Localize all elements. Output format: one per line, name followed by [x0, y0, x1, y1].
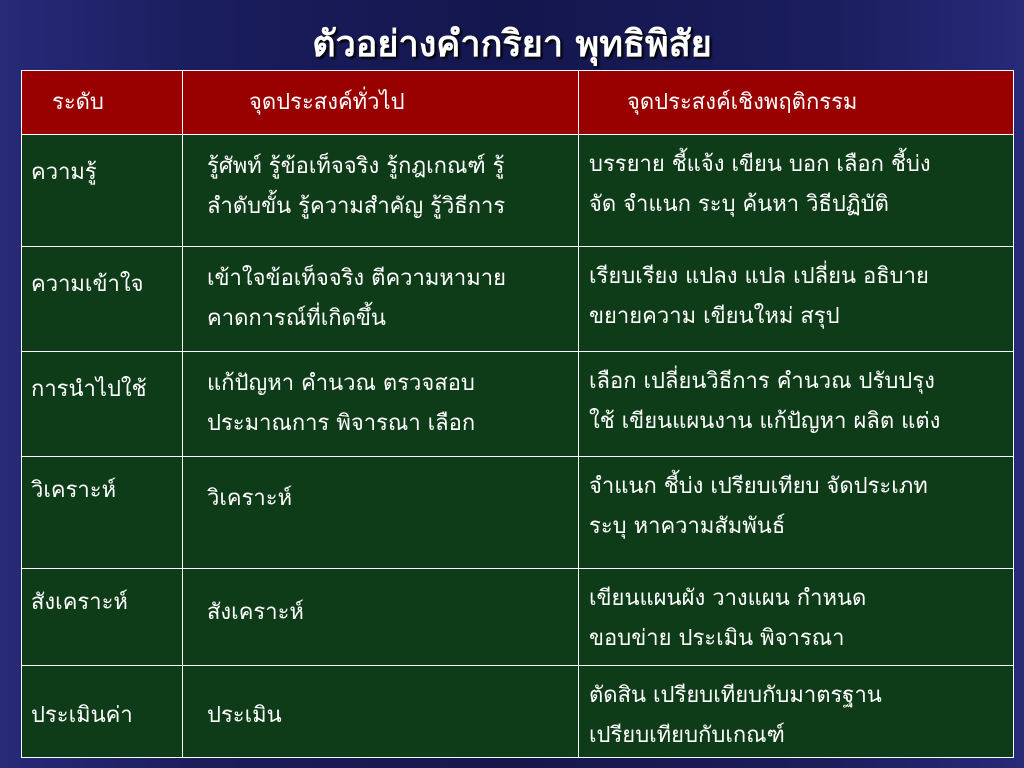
behavior-text-line: เขียนแผนผัง วางแผน กำหนด [589, 586, 867, 611]
behavior-text-line: เปรียบเทียบกับเกณฑ์ [589, 723, 785, 748]
level-label: ความรู้ [31, 160, 97, 185]
general-text-line: วิเคราะห์ [207, 486, 293, 511]
behavior-text-line: จัด จำแนก ระบุ ค้นหา วิธีปฏิบัติ [589, 192, 889, 217]
behavior-cell [579, 666, 1014, 758]
behavior-text-line: เลือก เปลี่ยนวิธีการ คำนวณ ปรับปรุง [589, 369, 935, 394]
slide-title: ตัวอย่างคำกริยา พุทธิพิสัย [312, 23, 712, 65]
level-label: การนำไปใช้ [31, 377, 147, 402]
general-text-line: สังเคราะห์ [207, 600, 304, 625]
general-text-line: แก้ปัญหา คำนวณ ตรวจสอบ [207, 371, 475, 396]
level-label: ความเข้าใจ [31, 272, 144, 297]
general-text-line: เข้าใจข้อเท็จจริง ตีความหามาย [207, 266, 506, 291]
behavior-cell [579, 457, 1014, 569]
behavior-text-line: ขอบข่าย ประเมิน พิจารณา [589, 626, 845, 651]
general-text-line: ประเมิน [207, 703, 282, 728]
objectives-table [21, 70, 1014, 758]
general-text-line: รู้ศัพท์ รู้ข้อเท็จจริง รู้กฎเกณฑ์ รู้ [207, 154, 505, 179]
level-label: ประเมินค่า [31, 703, 133, 728]
header-general-objective: จุดประสงค์ทั่วไป [249, 89, 405, 115]
level-cell [22, 569, 183, 666]
header-level-cell [22, 71, 183, 135]
level-cell [22, 352, 183, 457]
general-cell [183, 135, 579, 247]
table-row [22, 135, 1014, 247]
header-level: ระดับ [52, 89, 104, 115]
header-behavioral-objective: จุดประสงค์เชิงพฤติกรรม [627, 89, 858, 115]
header-behavior-cell [579, 71, 1014, 135]
behavior-text-line: เรียบเรียง แปลง แปล เปลี่ยน อธิบาย [589, 264, 929, 289]
level-cell [22, 666, 183, 758]
general-text-line: ประมาณการ พิจารณา เลือก [207, 411, 476, 436]
behavior-text-line: ตัดสิน เปรียบเทียบกับมาตรฐาน [589, 683, 882, 708]
behavior-text-line: ใช้ เขียนแผนงาน แก้ปัญหา ผลิต แต่ง [589, 409, 941, 434]
behavior-text-line: จำแนก ชี้บ่ง เปรียบเทียบ จัดประเภท [589, 474, 928, 499]
header-general-cell [183, 71, 579, 135]
table-row [22, 457, 1014, 569]
table-row [22, 569, 1014, 666]
general-text-line: คาดการณ์ที่เกิดขึ้น [207, 306, 386, 331]
level-label: สังเคราะห์ [31, 590, 128, 615]
general-cell [183, 457, 579, 569]
general-cell [183, 247, 579, 352]
table-row [22, 352, 1014, 457]
table-row [22, 666, 1014, 758]
general-cell [183, 352, 579, 457]
level-cell [22, 457, 183, 569]
behavior-text-line: บรรยาย ชี้แจ้ง เขียน บอก เลือก ชี้บ่ง [589, 152, 931, 177]
behavior-text-line: ขยายความ เขียนใหม่ สรุป [589, 304, 840, 329]
level-cell [22, 135, 183, 247]
behavior-text-line: ระบุ หาความสัมพันธ์ [589, 514, 786, 539]
general-cell [183, 666, 579, 758]
table-header-row [22, 71, 1014, 135]
level-label: วิเคราะห์ [31, 478, 117, 503]
behavior-cell [579, 569, 1014, 666]
behavior-cell [579, 247, 1014, 352]
general-cell [183, 569, 579, 666]
table-row [22, 247, 1014, 352]
general-text-line: ลำดับขั้น รู้ความสำคัญ รู้วิธีการ [207, 194, 506, 219]
behavior-cell [579, 352, 1014, 457]
behavior-cell [579, 135, 1014, 247]
level-cell [22, 247, 183, 352]
